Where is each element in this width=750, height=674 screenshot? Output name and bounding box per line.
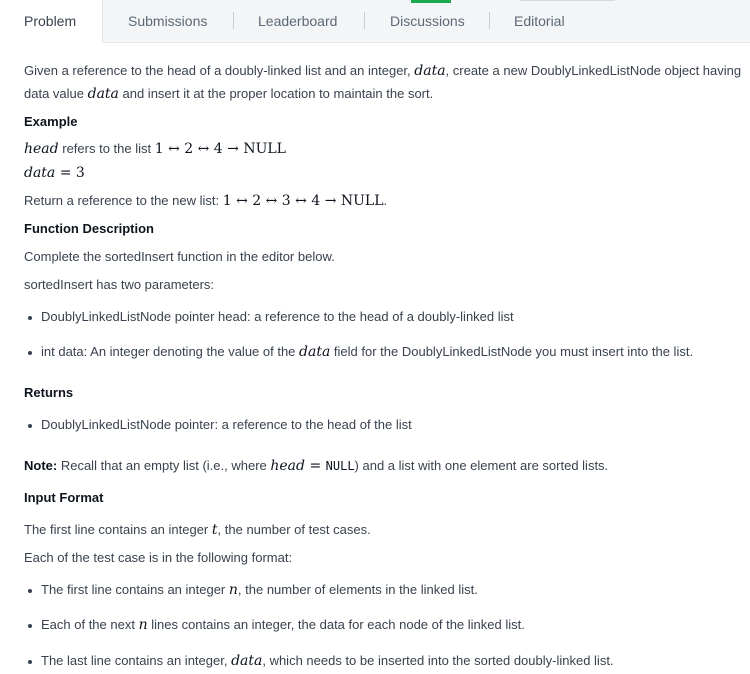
function-description-heading: Function Description xyxy=(24,221,154,236)
math-data: data xyxy=(414,63,446,79)
fd-line-1: Complete the sortedInsert function in the editor below. xyxy=(24,249,335,264)
example-head-line: head refers to the list 1 ↔ 2 ↔ 4 → NULL xyxy=(24,141,286,157)
math-data: data xyxy=(87,86,119,102)
returns-heading: Returns xyxy=(24,385,74,400)
param-1: DoublyLinkedListNode pointer head: a reference to the head of a doubly-linked list xyxy=(41,309,514,324)
bullet xyxy=(28,589,32,593)
tab-separator xyxy=(364,12,365,29)
example-return-line: Return a reference to the new list: 1 ↔ 2 ↔ 3 ↔ 4 → NULL. xyxy=(24,193,388,209)
if-bullet-2: Each of the next n lines contains an integer, the data for each node of the linked list. xyxy=(41,617,525,633)
if-bullet-3: The last line contains an integer, data, which needs to be inserted into the sorted doubly-linked list. xyxy=(41,653,614,669)
tab-submissions[interactable]: Submissions xyxy=(128,13,208,29)
list-1: 1 ↔ 2 ↔ 4 → NULL xyxy=(154,141,286,157)
fd-line-2: sortedInsert has two parameters: xyxy=(24,277,215,292)
example-heading: Example xyxy=(24,114,78,129)
if-line-1: The first line contains an integer t, the number of test cases. xyxy=(24,522,371,538)
input-format-heading: Input Format xyxy=(24,490,104,505)
intro-line-2: data value data and insert it at the proper location to maintain the sort. xyxy=(24,86,434,102)
if-line-2: Each of the test case is in the following format: xyxy=(24,550,293,565)
intro-line-1: Given a reference to the head of a doubly-linked list and an integer, data, create a new DoublyLinkedListNode object having xyxy=(24,63,742,79)
returns-item: DoublyLinkedListNode pointer: a reference to the head of the list xyxy=(41,417,412,432)
bullet xyxy=(28,351,32,355)
tab-discussions[interactable]: Discussions xyxy=(390,13,465,29)
tab-editorial[interactable]: Editorial xyxy=(514,13,565,29)
bullet xyxy=(28,424,32,428)
example-data-line: data = 3 xyxy=(24,165,85,181)
list-2: 1 ↔ 2 ↔ 3 ↔ 4 → NULL xyxy=(222,193,384,209)
if-bullet-1: The first line contains an integer n, the number of elements in the linked list. xyxy=(41,582,478,598)
bullet xyxy=(28,660,32,664)
note-line: Note: Recall that an empty list (i.e., where head = NULL) and a list with one element are sorted lists. xyxy=(24,458,609,474)
tab-bar xyxy=(0,0,750,43)
tab-separator xyxy=(489,12,490,29)
bullet xyxy=(28,316,32,320)
tab-problem[interactable]: Problem xyxy=(0,0,103,43)
tab-leaderboard[interactable]: Leaderboard xyxy=(258,13,338,29)
param-2: int data: An integer denoting the value of the data field for the DoublyLinkedListNode you must insert into the list. xyxy=(41,344,694,360)
tab-separator xyxy=(233,12,234,29)
bullet xyxy=(28,624,32,628)
